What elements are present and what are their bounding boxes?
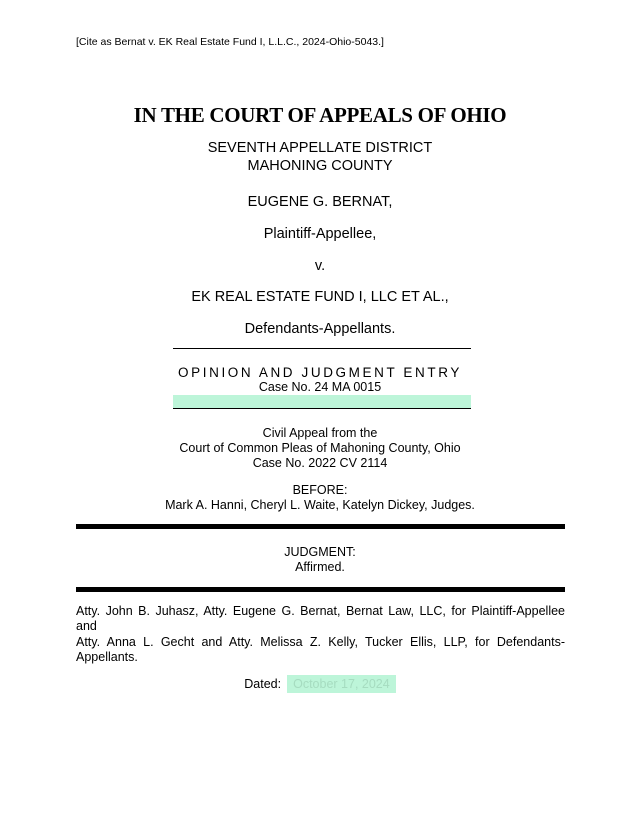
county-name: MAHONING COUNTY xyxy=(247,158,393,174)
defendant-role: Defendants-Appellants. xyxy=(244,321,396,337)
highlight-bar xyxy=(173,395,471,408)
plaintiff-role: Plaintiff-Appellee, xyxy=(263,226,377,242)
versus: v. xyxy=(314,258,326,274)
plaintiff-name: EUGENE G. BERNAT, xyxy=(247,194,393,210)
case-number: Case No. 24 MA 0015 xyxy=(258,380,382,394)
judgment-label: JUDGMENT: xyxy=(284,545,356,559)
citation-header: [Cite as Bernat v. EK Real Estate Fund I, L.L.C., 2024-Ohio-5043.] xyxy=(76,36,384,48)
dated-value: October 17, 2024 xyxy=(287,675,396,693)
appeal-line-2: Court of Common Pleas of Mahoning County, Ohio xyxy=(179,441,461,455)
thick-divider-top xyxy=(76,524,565,529)
judgment-value: Affirmed. xyxy=(295,560,345,574)
appeal-line-3: Case No. 2022 CV 2114 xyxy=(252,456,388,470)
judges-list: Mark A. Hanni, Cheryl L. Waite, Katelyn Dickey, Judges. xyxy=(165,498,475,512)
attorneys-appellants: Atty. Anna L. Gecht and Atty. Melissa Z. Kelly, Tucker Ellis, LLP, for Defendants-Appellants. xyxy=(76,635,565,664)
defendant-name: EK REAL ESTATE FUND I, LLC ET AL., xyxy=(191,289,449,305)
appeal-line-1: Civil Appeal from the xyxy=(262,426,378,440)
district-name: SEVENTH APPELLATE DISTRICT xyxy=(207,140,433,156)
before-label: BEFORE: xyxy=(292,483,348,497)
court-title: IN THE COURT OF APPEALS OF OHIO xyxy=(133,103,507,127)
divider-bottom xyxy=(173,408,471,409)
divider-top xyxy=(173,348,471,349)
attorneys-appellee: Atty. John B. Juhasz, Atty. Eugene G. Bernat, Bernat Law, LLC, for Plaintiff-Appellee and xyxy=(76,604,565,633)
opinion-header: OPINION AND JUDGMENT ENTRY xyxy=(178,365,462,380)
dated-label: Dated: xyxy=(244,677,282,691)
thick-divider-bottom xyxy=(76,587,565,592)
dated-line xyxy=(0,675,640,693)
